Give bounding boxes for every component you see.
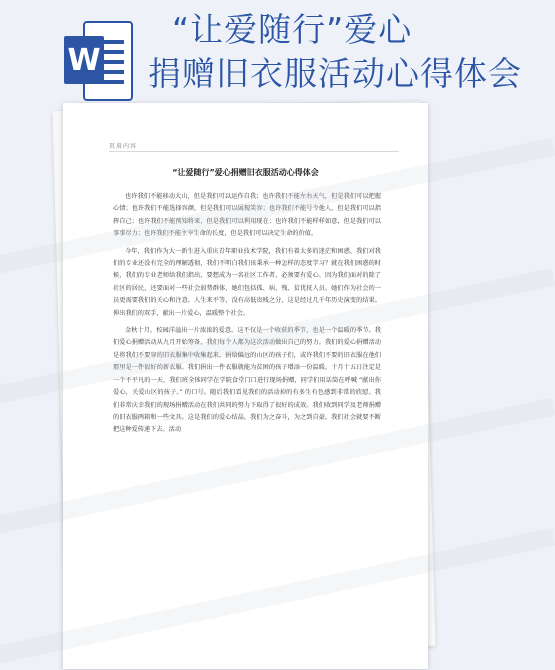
page-header: 页眉内容 [109,143,138,150]
paragraph: 金秋十月，校园洋溢出一片浓浓的爱意。这不仅是一个收获的季节，也是一个温暖的季节。我们爱心捐赠活动从九月开始筹备，我们每个人都为这次活动做出自己的努力。我们的爱心捐赠活动是将我们不要穿的旧衣服集中收集起来，捐给偏远的山区的孩子们，或许我们不要的旧衣服在他们那里是一件很好的新衣服。我们捐出一件衣服就能为贫困的孩子增添一份温暖。十月十五日注定是一个不平凡的一天，我们班全体同学在学院食堂门口进行现场捐赠，同学们用话筒在呼喊 “献出你爱心，关爱山区的孩子。” 的口号。随后我们看见我们的活动掉的有多生有色感到非常的欣慰。我们非常庆幸我们的现场捐赠活动在我们共同的努力下取得了很好的成效。我们收到同学及老师捐赠的旧衣服两箱和一些文具。这是我们的爱心结晶，我们为之奋斗，为之到自豪。我们社会就要不断把这种爱传递下去。活动 [113,327,381,434]
document-page [63,103,428,669]
document-body [113,191,381,442]
banner-title-line1: “让爱随行”爱心 [172,10,413,49]
banner-title-line2: 捐赠旧衣服活动心得体会 [148,54,522,93]
header-divider [109,151,399,152]
paragraph: 也许我们不能移动大山，但是我们可以运作自我；也许我们不能左右天气，但是我们可以把握心情；也许我们不能选择容颜，但是我们可以展现笑容；也许我们不能号令他人，但是我们可以指挥自己；也许我们不能预知将来，但是我们可以利用现在；也许我们不能样样如意，但是我们可以事事尽力；也许我们不能主宰生命的长度，但是我们可以决定生命的价值。 [113,193,381,238]
paragraph: 今年，我们作为大一新生进入重庆青年职业技术学院，我们有着太多的迷茫和困惑，我们对我们的专业还没有完全的理解透彻，我们不明白我们该秉承一种怎样的态度学习？就在我们困惑的时候，我们的专业老师给我们指出，要想成为一名社区工作者，必须要有爱心、因为我们面对的除了社区的居民，还要面对一些社会弱势群体，她们包括孤、病、残、贫优抚人员。她们作为社会的一员更需要我们的关心和注意。人生来平等，没有高低贵贱之分，这是经过几千年历史演变的结果。伸出我们的双手，献出一片爱心，温暖整个社会。 [113,247,381,317]
document-title: “让爱随行”爱心捐赠旧衣服活动心得体会 [172,168,319,177]
svg-text:W: W [67,43,101,78]
word-document-icon [62,18,134,104]
